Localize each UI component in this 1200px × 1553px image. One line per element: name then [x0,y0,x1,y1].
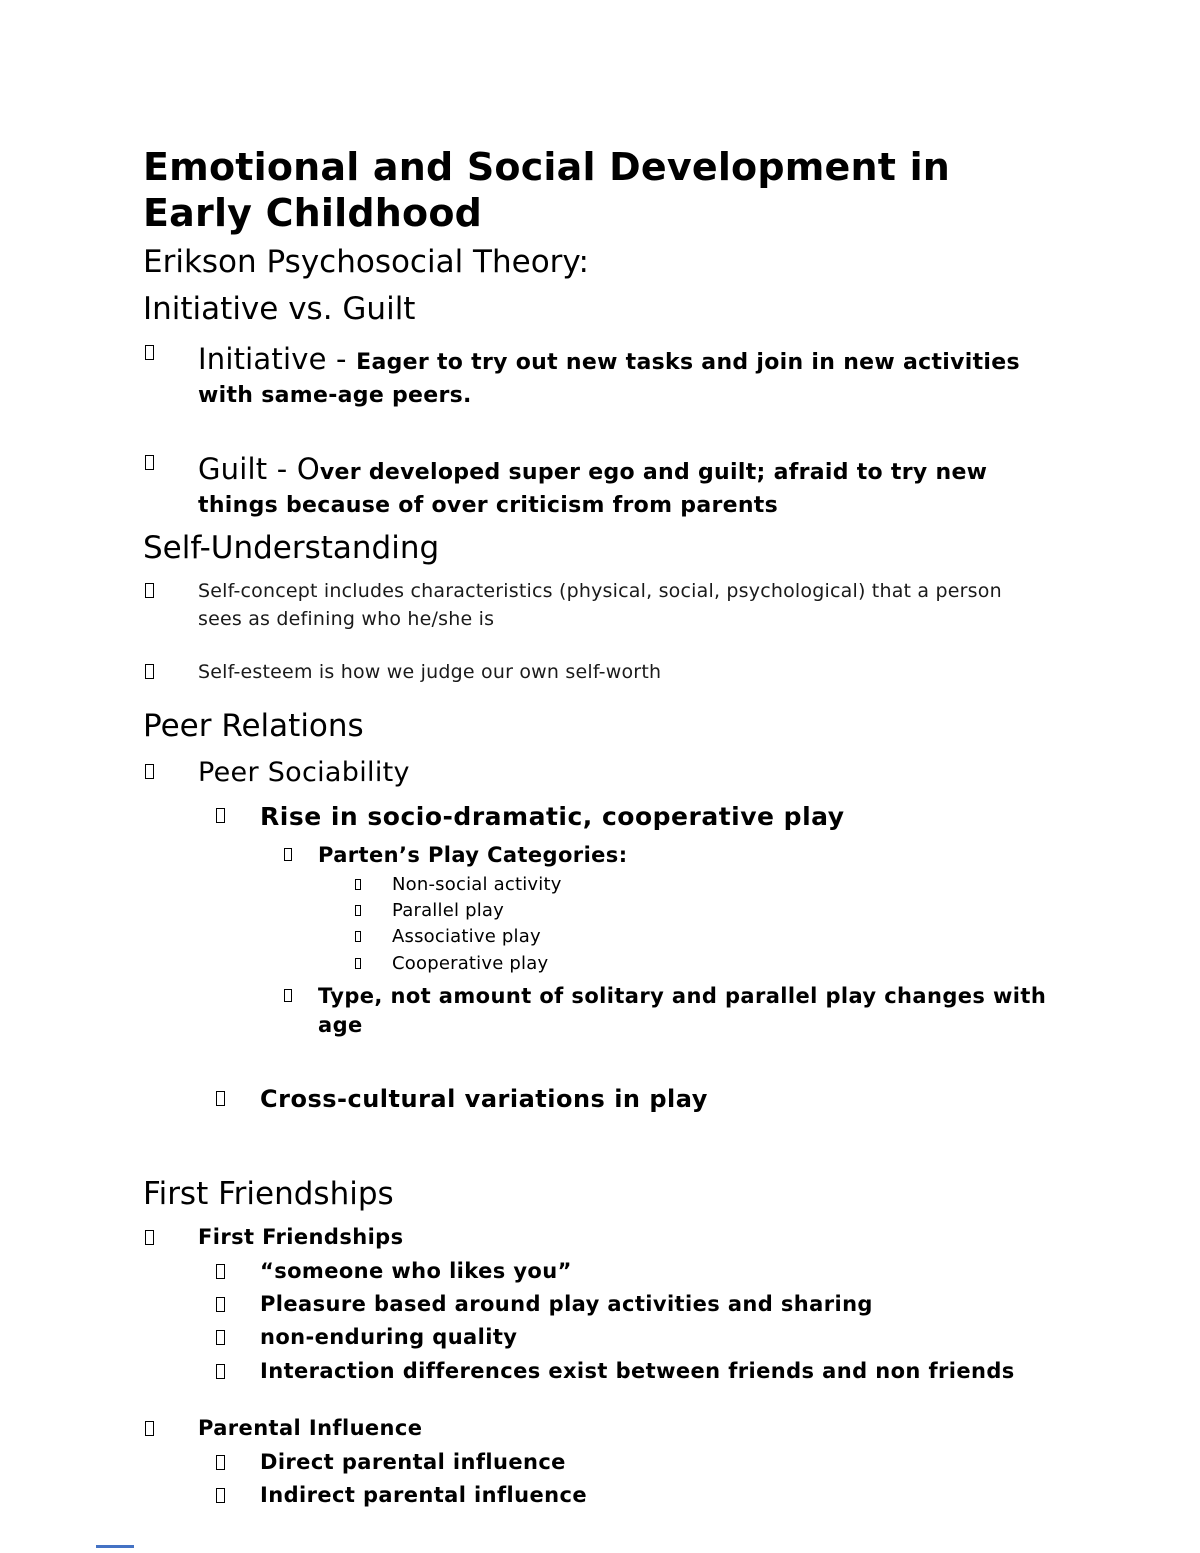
bullet-square-icon [284,848,292,861]
bullet-square-icon [216,1364,225,1379]
bullet-item [143,800,1050,834]
bullet-square-icon [216,1264,225,1279]
bullet-item [143,1323,1050,1352]
bullet-square-icon [216,1330,225,1345]
bullet-text: First Friendships [198,1225,404,1250]
bullet-square-icon [284,989,292,1002]
bullet-text: Self-concept includes characteristics (physical, social, psychological) that a person sees as defining who he/she is [198,579,1002,631]
bullet-square-icon [145,764,154,779]
bullet-text: Self-esteem is how we judge our own self-worth [198,660,662,683]
section-heading [143,242,1050,283]
bullet-square-icon [216,1455,225,1470]
bullet-item [143,658,1050,687]
bullet-text: Parten’s Play Categories: [318,843,628,868]
bullet-lead-text: Initiative - [198,342,357,376]
bullet-item [143,1223,1050,1252]
bullet-text: Cooperative play [392,952,549,974]
bullet-item [143,448,1050,522]
bullet-square-icon [145,1230,154,1245]
bullet-text: Cross-cultural variations in play [260,1084,708,1113]
document-content [143,145,1050,1510]
bullet-lead-text: Guilt - O [198,451,320,486]
bullet-item [143,1290,1050,1319]
bullet-item [143,755,1050,791]
bullet-square-icon [145,583,154,598]
line-text: Erikson Psychosocial Theory: [143,244,589,281]
bullet-square-icon [216,808,225,823]
bullet-text: Direct parental influence [260,1449,566,1474]
bullet-square-icon [355,931,361,942]
section-heading [143,289,1050,330]
bullet-square-icon [355,879,361,890]
bullet-item [143,982,1050,1041]
bullet-text: Peer Sociability [198,757,410,789]
bullet-text: Indirect parental influence [260,1482,587,1507]
bullet-item [143,899,1050,923]
bullet-text: Eager to try out new tasks and join in new activities with same-age peers. [198,350,1020,409]
document-title-line [143,191,1050,237]
bullet-item [143,1083,1050,1117]
bullet-item [143,1448,1050,1477]
bullet-square-icon [145,664,154,679]
bullet-text: Pleasure based around play activities and sharing [260,1292,873,1317]
bullet-item [143,577,1050,634]
line-text: Emotional and Social Development in [143,145,951,189]
bullet-item [143,1357,1050,1386]
bullet-text: ver developed super ego and guilt; afraid to try new things because of over criticism from parents [198,459,988,518]
document-title-line [143,145,1050,191]
line-text: Early Childhood [143,190,483,235]
bullet-text: Rise in socio-dramatic, cooperative play [260,801,845,831]
line-text: Peer Relations [143,708,364,745]
bullet-item [143,1481,1050,1510]
section-heading [143,528,1050,569]
bullet-text: “someone who likes you” [260,1258,572,1283]
section-heading [143,706,1050,747]
bullet-text: Non-social activity [392,873,562,895]
bullet-item [143,841,1050,870]
bullet-square-icon [145,1421,154,1436]
bullet-item [143,338,1050,412]
section-heading [143,1174,1050,1215]
bullet-square-icon [355,958,361,969]
bullet-text: Interaction differences exist between friends and non friends [260,1358,1015,1383]
line-text: First Friendships [143,1176,394,1213]
line-text: Initiative vs. Guilt [143,291,416,328]
bullet-square-icon [216,1091,225,1106]
page-bottom-blue-mark [96,1545,134,1548]
bullet-text: Type, not amount of solitary and parallel play changes with age [318,983,1047,1038]
bullet-item [143,1257,1050,1286]
bullet-text: Parallel play [392,900,505,922]
bullet-square-icon [216,1488,225,1503]
bullet-text: non-enduring quality [260,1325,518,1350]
line-text: Self-Understanding [143,529,440,566]
bullet-square-icon [145,455,154,470]
bullet-item [143,925,1050,949]
bullet-square-icon [355,905,361,916]
bullet-item [143,1414,1050,1443]
bullet-square-icon [145,345,154,360]
bullet-text: Associative play [392,926,541,948]
bullet-item [143,952,1050,976]
bullet-text: Parental Influence [198,1416,423,1441]
bullet-item [143,873,1050,897]
bullet-square-icon [216,1297,225,1312]
